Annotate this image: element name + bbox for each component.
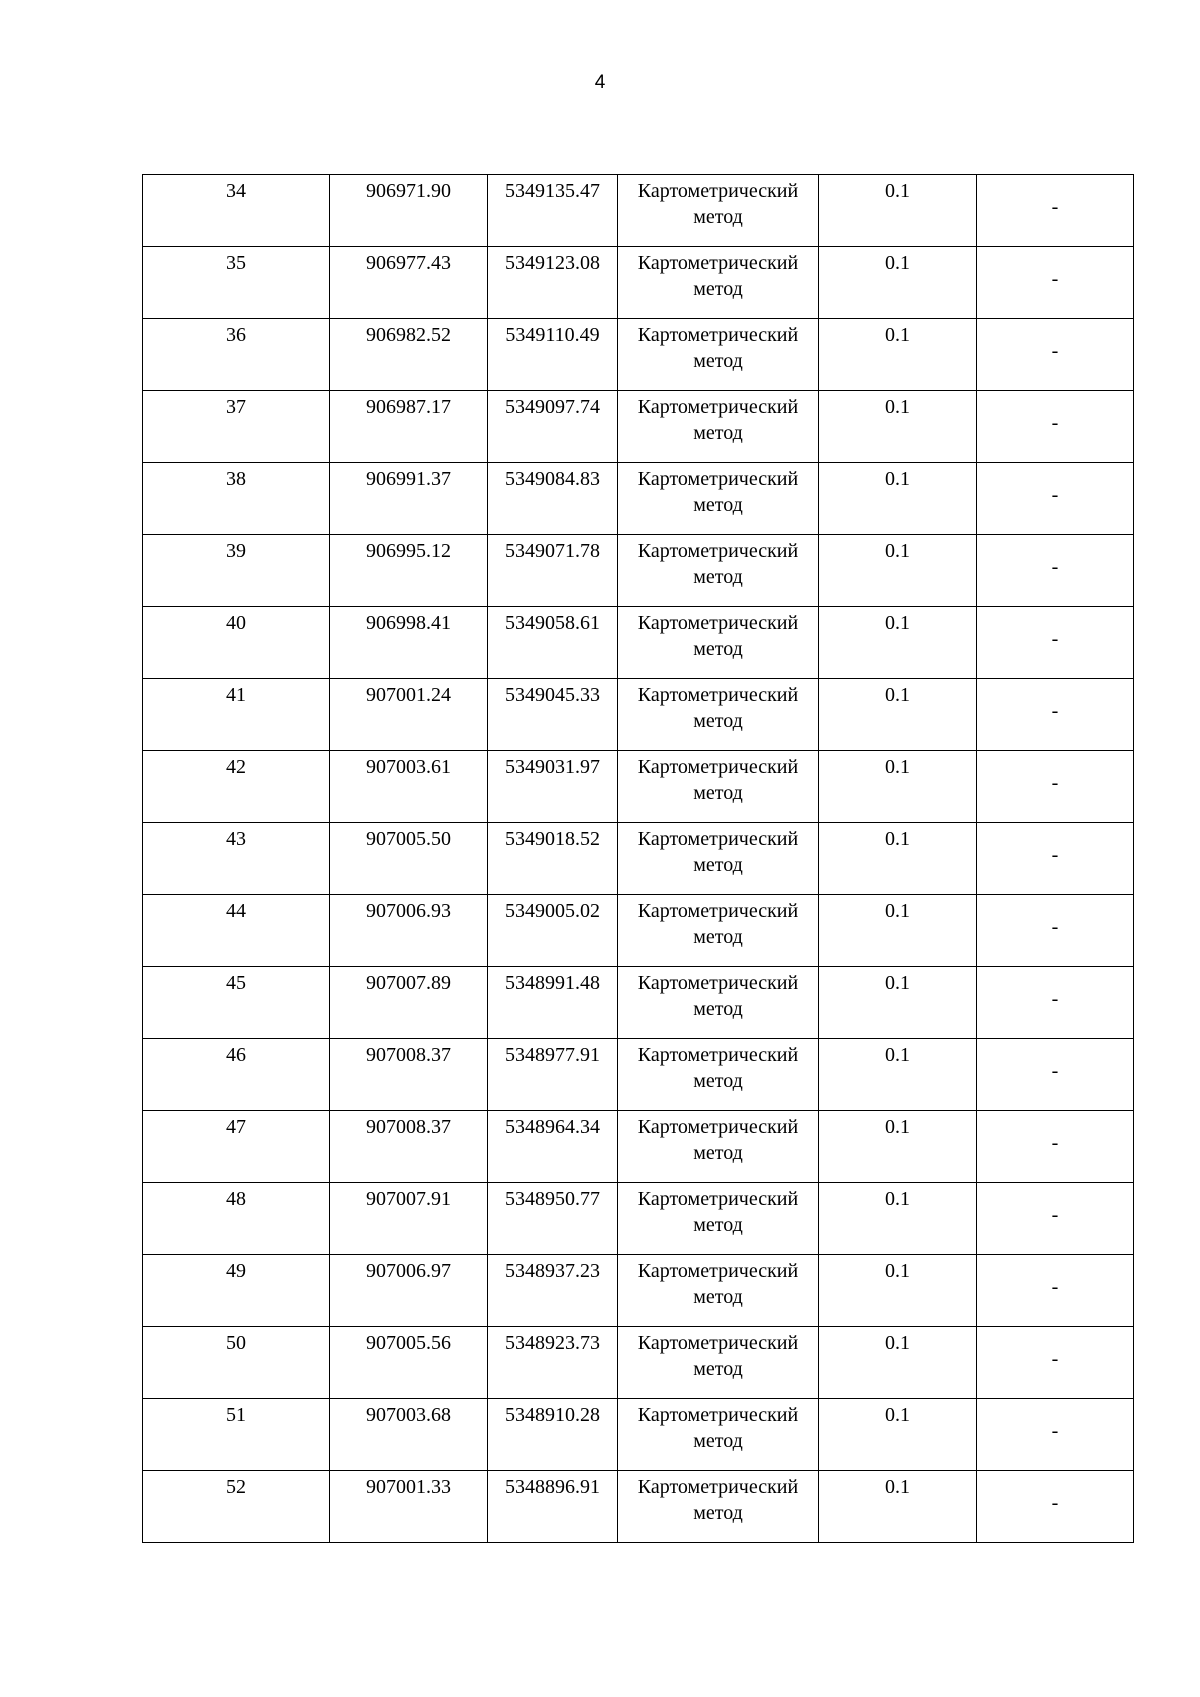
- note-cell: [977, 1183, 1134, 1255]
- y-coordinate-cell: [488, 751, 618, 823]
- x-coordinate-text: 907006.93: [366, 900, 451, 922]
- accuracy-text: 0.1: [885, 180, 910, 202]
- method-cell: [618, 247, 819, 319]
- point-number-cell: [143, 823, 330, 895]
- x-coordinate-text: 906982.52: [366, 324, 451, 346]
- point-number-cell: [143, 895, 330, 967]
- accuracy-text: 0.1: [885, 900, 910, 922]
- x-coordinate-text: 907003.68: [366, 1404, 451, 1426]
- method-text: Картометрический метод: [637, 828, 799, 876]
- method-text: Картометрический метод: [637, 1332, 799, 1380]
- note-cell: [977, 1327, 1134, 1399]
- y-coordinate-cell: [488, 175, 618, 247]
- method-cell: [618, 1327, 819, 1399]
- y-coordinate-cell: [488, 1399, 618, 1471]
- note-cell: [977, 319, 1134, 391]
- x-coordinate-cell: [330, 319, 488, 391]
- y-coordinate-cell: [488, 1255, 618, 1327]
- method-text: Картометрический метод: [637, 1116, 799, 1164]
- point-number-cell: [143, 1039, 330, 1111]
- x-coordinate-text: 906995.12: [366, 540, 451, 562]
- x-coordinate-text: 907007.91: [366, 1188, 451, 1210]
- point-number-cell: [143, 391, 330, 463]
- method-cell: [618, 1471, 819, 1543]
- accuracy-cell: [819, 967, 977, 1039]
- method-cell: [618, 967, 819, 1039]
- table-row: [143, 823, 1134, 895]
- accuracy-text: 0.1: [885, 972, 910, 994]
- x-coordinate-text: 907001.33: [366, 1476, 451, 1498]
- x-coordinate-text: 907008.37: [366, 1044, 451, 1066]
- x-coordinate-cell: [330, 1111, 488, 1183]
- point-number-text: 46: [226, 1044, 246, 1066]
- accuracy-text: 0.1: [885, 756, 910, 778]
- method-text: Картометрический метод: [637, 1476, 799, 1524]
- accuracy-cell: [819, 535, 977, 607]
- note-cell: [977, 247, 1134, 319]
- method-text: Картометрический метод: [637, 900, 799, 948]
- method-text: Картометрический метод: [637, 1044, 799, 1092]
- method-text: Картометрический метод: [637, 468, 799, 516]
- table-row: [143, 1183, 1134, 1255]
- point-number-text: 37: [226, 396, 246, 418]
- point-number-text: 47: [226, 1116, 246, 1138]
- method-text: Картометрический метод: [637, 612, 799, 660]
- method-text: Картометрический метод: [637, 1404, 799, 1452]
- note-text: -: [1051, 1491, 1059, 1514]
- x-coordinate-text: 907006.97: [366, 1260, 451, 1282]
- note-text: -: [1051, 771, 1059, 794]
- method-text: Картометрический метод: [637, 396, 799, 444]
- method-cell: [618, 679, 819, 751]
- accuracy-text: 0.1: [885, 684, 910, 706]
- accuracy-text: 0.1: [885, 324, 910, 346]
- table-row: [143, 1327, 1134, 1399]
- table-row: [143, 679, 1134, 751]
- note-text: -: [1051, 483, 1059, 506]
- table-row: [143, 967, 1134, 1039]
- x-coordinate-text: 907003.61: [366, 756, 451, 778]
- y-coordinate-cell: [488, 823, 618, 895]
- x-coordinate-text: 906987.17: [366, 396, 451, 418]
- point-number-cell: [143, 1111, 330, 1183]
- note-cell: [977, 895, 1134, 967]
- point-number-text: 41: [226, 684, 246, 706]
- accuracy-text: 0.1: [885, 252, 910, 274]
- table-row: [143, 463, 1134, 535]
- y-coordinate-cell: [488, 1111, 618, 1183]
- x-coordinate-text: 907007.89: [366, 972, 451, 994]
- accuracy-cell: [819, 391, 977, 463]
- point-number-text: 34: [226, 180, 246, 202]
- x-coordinate-text: 906977.43: [366, 252, 451, 274]
- x-coordinate-cell: [330, 463, 488, 535]
- note-text: -: [1051, 1275, 1059, 1298]
- table-row: [143, 319, 1134, 391]
- note-cell: [977, 823, 1134, 895]
- method-cell: [618, 1399, 819, 1471]
- table-row: [143, 895, 1134, 967]
- x-coordinate-cell: [330, 1399, 488, 1471]
- note-cell: [977, 391, 1134, 463]
- point-number-cell: [143, 1471, 330, 1543]
- y-coordinate-cell: [488, 463, 618, 535]
- point-number-cell: [143, 1399, 330, 1471]
- x-coordinate-cell: [330, 679, 488, 751]
- method-cell: [618, 751, 819, 823]
- method-cell: [618, 175, 819, 247]
- note-cell: [977, 1399, 1134, 1471]
- accuracy-cell: [819, 1111, 977, 1183]
- note-text: -: [1051, 699, 1059, 722]
- note-cell: [977, 1039, 1134, 1111]
- method-text: Картометрический метод: [637, 1188, 799, 1236]
- note-cell: [977, 679, 1134, 751]
- y-coordinate-cell: [488, 319, 618, 391]
- method-text: Картометрический метод: [637, 540, 799, 588]
- method-text: Картометрический метод: [637, 180, 799, 228]
- note-cell: [977, 967, 1134, 1039]
- point-number-cell: [143, 1255, 330, 1327]
- coordinates-table: [142, 174, 1134, 1543]
- note-text: -: [1051, 411, 1059, 434]
- y-coordinate-text: 5349123.08: [505, 252, 600, 274]
- point-number-cell: [143, 1183, 330, 1255]
- method-cell: [618, 1183, 819, 1255]
- table-row: [143, 391, 1134, 463]
- note-text: -: [1051, 1419, 1059, 1442]
- x-coordinate-cell: [330, 1471, 488, 1543]
- accuracy-cell: [819, 175, 977, 247]
- point-number-text: 42: [226, 756, 246, 778]
- accuracy-cell: [819, 1327, 977, 1399]
- y-coordinate-text: 5348923.73: [505, 1332, 600, 1354]
- y-coordinate-text: 5349097.74: [505, 396, 600, 418]
- y-coordinate-text: 5349045.33: [505, 684, 600, 706]
- note-cell: [977, 175, 1134, 247]
- point-number-text: 52: [226, 1476, 246, 1498]
- note-cell: [977, 1255, 1134, 1327]
- y-coordinate-cell: [488, 967, 618, 1039]
- method-cell: [618, 1255, 819, 1327]
- y-coordinate-cell: [488, 679, 618, 751]
- x-coordinate-cell: [330, 895, 488, 967]
- point-number-cell: [143, 247, 330, 319]
- x-coordinate-cell: [330, 607, 488, 679]
- method-cell: [618, 463, 819, 535]
- accuracy-cell: [819, 1471, 977, 1543]
- point-number-text: 39: [226, 540, 246, 562]
- y-coordinate-cell: [488, 1039, 618, 1111]
- note-cell: [977, 463, 1134, 535]
- y-coordinate-text: 5348964.34: [505, 1116, 600, 1138]
- x-coordinate-cell: [330, 1255, 488, 1327]
- method-cell: [618, 1039, 819, 1111]
- x-coordinate-cell: [330, 967, 488, 1039]
- note-cell: [977, 1111, 1134, 1183]
- point-number-text: 44: [226, 900, 246, 922]
- note-text: -: [1051, 915, 1059, 938]
- y-coordinate-cell: [488, 607, 618, 679]
- y-coordinate-text: 5349005.02: [505, 900, 600, 922]
- table-row: [143, 175, 1134, 247]
- y-coordinate-cell: [488, 1327, 618, 1399]
- x-coordinate-text: 907008.37: [366, 1116, 451, 1138]
- table-row: [143, 535, 1134, 607]
- x-coordinate-text: 907001.24: [366, 684, 451, 706]
- accuracy-text: 0.1: [885, 468, 910, 490]
- accuracy-cell: [819, 1039, 977, 1111]
- y-coordinate-text: 5348937.23: [505, 1260, 600, 1282]
- note-text: -: [1051, 627, 1059, 650]
- note-text: -: [1051, 195, 1059, 218]
- y-coordinate-text: 5349058.61: [505, 612, 600, 634]
- note-cell: [977, 535, 1134, 607]
- method-text: Картометрический метод: [637, 1260, 799, 1308]
- point-number-cell: [143, 175, 330, 247]
- accuracy-text: 0.1: [885, 1188, 910, 1210]
- accuracy-text: 0.1: [885, 1476, 910, 1498]
- accuracy-text: 0.1: [885, 1260, 910, 1282]
- point-number-text: 35: [226, 252, 246, 274]
- note-cell: [977, 607, 1134, 679]
- accuracy-cell: [819, 463, 977, 535]
- point-number-text: 49: [226, 1260, 246, 1282]
- x-coordinate-cell: [330, 1183, 488, 1255]
- point-number-text: 51: [226, 1404, 246, 1426]
- accuracy-text: 0.1: [885, 1044, 910, 1066]
- y-coordinate-cell: [488, 535, 618, 607]
- accuracy-cell: [819, 895, 977, 967]
- method-cell: [618, 607, 819, 679]
- y-coordinate-text: 5348896.91: [505, 1476, 600, 1498]
- x-coordinate-text: 906998.41: [366, 612, 451, 634]
- accuracy-text: 0.1: [885, 828, 910, 850]
- accuracy-text: 0.1: [885, 1116, 910, 1138]
- table-row: [143, 607, 1134, 679]
- point-number-cell: [143, 463, 330, 535]
- y-coordinate-cell: [488, 895, 618, 967]
- point-number-text: 36: [226, 324, 246, 346]
- accuracy-text: 0.1: [885, 1404, 910, 1426]
- coordinates-table-body: [143, 175, 1134, 1543]
- accuracy-cell: [819, 1399, 977, 1471]
- accuracy-text: 0.1: [885, 612, 910, 634]
- note-cell: [977, 751, 1134, 823]
- note-text: -: [1051, 1059, 1059, 1082]
- accuracy-cell: [819, 1255, 977, 1327]
- accuracy-cell: [819, 679, 977, 751]
- note-text: -: [1051, 267, 1059, 290]
- accuracy-text: 0.1: [885, 1332, 910, 1354]
- table-row: [143, 751, 1134, 823]
- method-cell: [618, 319, 819, 391]
- y-coordinate-text: 5348991.48: [505, 972, 600, 994]
- y-coordinate-cell: [488, 1183, 618, 1255]
- point-number-text: 38: [226, 468, 246, 490]
- note-text: -: [1051, 1203, 1059, 1226]
- method-cell: [618, 895, 819, 967]
- y-coordinate-text: 5348950.77: [505, 1188, 600, 1210]
- point-number-cell: [143, 607, 330, 679]
- note-text: -: [1051, 987, 1059, 1010]
- method-cell: [618, 391, 819, 463]
- note-text: -: [1051, 1347, 1059, 1370]
- accuracy-cell: [819, 823, 977, 895]
- point-number-text: 43: [226, 828, 246, 850]
- x-coordinate-cell: [330, 1039, 488, 1111]
- page-number: 4: [594, 72, 606, 93]
- table-row: [143, 1471, 1134, 1543]
- x-coordinate-text: 907005.50: [366, 828, 451, 850]
- accuracy-cell: [819, 1183, 977, 1255]
- y-coordinate-text: 5349110.49: [505, 324, 600, 346]
- table-row: [143, 1255, 1134, 1327]
- y-coordinate-text: 5349071.78: [505, 540, 600, 562]
- point-number-text: 40: [226, 612, 246, 634]
- point-number-cell: [143, 751, 330, 823]
- accuracy-text: 0.1: [885, 396, 910, 418]
- x-coordinate-text: 906991.37: [366, 468, 451, 490]
- method-text: Картометрический метод: [637, 684, 799, 732]
- point-number-cell: [143, 535, 330, 607]
- method-text: Картометрический метод: [637, 252, 799, 300]
- note-cell: [977, 1471, 1134, 1543]
- note-text: -: [1051, 339, 1059, 362]
- x-coordinate-cell: [330, 535, 488, 607]
- y-coordinate-text: 5348910.28: [505, 1404, 600, 1426]
- accuracy-cell: [819, 607, 977, 679]
- x-coordinate-cell: [330, 823, 488, 895]
- y-coordinate-cell: [488, 391, 618, 463]
- method-text: Картометрический метод: [637, 324, 799, 372]
- table-row: [143, 247, 1134, 319]
- method-cell: [618, 1111, 819, 1183]
- y-coordinate-text: 5349084.83: [505, 468, 600, 490]
- x-coordinate-cell: [330, 247, 488, 319]
- method-cell: [618, 823, 819, 895]
- x-coordinate-cell: [330, 391, 488, 463]
- note-text: -: [1051, 555, 1059, 578]
- accuracy-cell: [819, 751, 977, 823]
- method-cell: [618, 535, 819, 607]
- method-text: Картометрический метод: [637, 972, 799, 1020]
- x-coordinate-text: 907005.56: [366, 1332, 451, 1354]
- accuracy-cell: [819, 319, 977, 391]
- x-coordinate-cell: [330, 1327, 488, 1399]
- table-row: [143, 1111, 1134, 1183]
- table-row: [143, 1039, 1134, 1111]
- y-coordinate-text: 5349031.97: [505, 756, 600, 778]
- table-row: [143, 1399, 1134, 1471]
- y-coordinate-text: 5348977.91: [505, 1044, 600, 1066]
- accuracy-text: 0.1: [885, 540, 910, 562]
- x-coordinate-text: 906971.90: [366, 180, 451, 202]
- point-number-cell: [143, 679, 330, 751]
- point-number-cell: [143, 1327, 330, 1399]
- point-number-cell: [143, 319, 330, 391]
- point-number-text: 50: [226, 1332, 246, 1354]
- y-coordinate-text: 5349018.52: [505, 828, 600, 850]
- method-text: Картометрический метод: [637, 756, 799, 804]
- point-number-text: 48: [226, 1188, 246, 1210]
- point-number-text: 45: [226, 972, 246, 994]
- x-coordinate-cell: [330, 751, 488, 823]
- y-coordinate-cell: [488, 1471, 618, 1543]
- y-coordinate-text: 5349135.47: [505, 180, 600, 202]
- x-coordinate-cell: [330, 175, 488, 247]
- accuracy-cell: [819, 247, 977, 319]
- point-number-cell: [143, 967, 330, 1039]
- y-coordinate-cell: [488, 247, 618, 319]
- note-text: -: [1051, 1131, 1059, 1154]
- note-text: -: [1051, 843, 1059, 866]
